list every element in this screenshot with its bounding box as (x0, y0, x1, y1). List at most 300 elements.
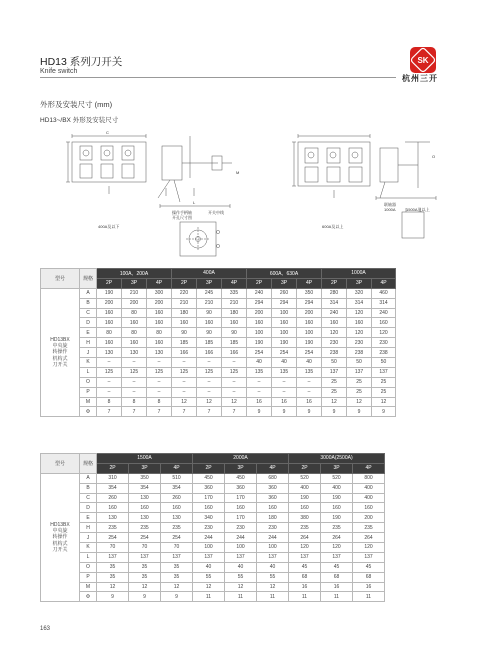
dimension-code: E (80, 328, 97, 338)
coupling-size-label-1: 1000A (384, 207, 396, 212)
dimension-drawings (40, 128, 440, 263)
table-row (41, 523, 385, 533)
dimension-value: 12 (129, 582, 161, 592)
dimension-value: 160 (372, 318, 396, 328)
model-line: 转操作 (52, 534, 68, 541)
dimension-value: 235 (97, 523, 129, 533)
dimension-value: 160 (197, 318, 222, 328)
dimension-value: 280 (322, 288, 347, 298)
dimension-value: – (247, 387, 272, 397)
dimension-value: 137 (161, 552, 193, 562)
dimension-value: 180 (257, 513, 289, 523)
model-line: 机构式 (52, 355, 68, 362)
table2-group-header: 2000A (193, 454, 289, 464)
dimension-value: 160 (257, 503, 289, 513)
dimension-value: 80 (122, 308, 147, 318)
dimension-value: 160 (222, 318, 247, 328)
dimension-value: 210 (222, 298, 247, 308)
model-line: HD13BX (50, 521, 70, 528)
dimension-value: 7 (147, 407, 172, 417)
dimension-code: D (80, 318, 97, 328)
left-drawing-caption: 400A及以下 (98, 224, 120, 229)
dimension-value: 200 (97, 298, 122, 308)
dimension-value: 45 (289, 562, 321, 572)
dimension-value: 238 (372, 348, 396, 358)
dimension-value: 9 (272, 407, 297, 417)
dimension-value: 100 (297, 328, 322, 338)
dim-label-m: M (236, 170, 240, 175)
dimension-value: 50 (347, 358, 372, 368)
dimension-value: 240 (322, 308, 347, 318)
cutout-label: 开孔尺寸图 (172, 215, 192, 220)
dimension-value: 230 (322, 338, 347, 348)
dimension-value: 264 (321, 533, 353, 543)
dimension-value: 170 (225, 513, 257, 523)
dimension-value: 200 (247, 308, 272, 318)
dimension-value: 230 (225, 523, 257, 533)
dimension-value: 120 (353, 543, 385, 553)
dimension-value: 360 (257, 483, 289, 493)
dimension-value: 314 (347, 298, 372, 308)
sk-logo-icon (410, 47, 436, 73)
dimension-value: 245 (197, 288, 222, 298)
dimension-code: B (80, 298, 97, 308)
dimension-value: 25 (322, 387, 347, 397)
dimension-code: J (80, 348, 97, 358)
dimension-value: 12 (347, 397, 372, 407)
brand-name: 杭州三开 (402, 74, 438, 83)
dimension-value: 130 (97, 348, 122, 358)
table2-pole-header: 2P (289, 463, 321, 473)
dimension-value: – (222, 377, 247, 387)
dimension-value: 9 (297, 407, 322, 417)
table-row (41, 298, 396, 308)
table-row (41, 308, 396, 318)
table-row (41, 473, 385, 483)
dimension-value: 12 (322, 397, 347, 407)
dimension-value: 400 (289, 483, 321, 493)
table1-pole-header: 4P (372, 278, 396, 288)
dimension-value: 166 (172, 348, 197, 358)
dimension-value: – (147, 387, 172, 397)
table-row (41, 572, 385, 582)
dimension-value: 294 (297, 298, 322, 308)
dimension-value: 354 (97, 483, 129, 493)
table2-pole-header: 2P (193, 463, 225, 473)
model-line: 中央旋 (52, 528, 68, 535)
dimension-code: M (80, 397, 97, 407)
dimension-value: 135 (247, 367, 272, 377)
dimension-code: L (80, 367, 97, 377)
dimension-value: 400 (353, 493, 385, 503)
dimension-value: 360 (225, 483, 257, 493)
dimension-value: 12 (193, 582, 225, 592)
dimension-value: 160 (353, 503, 385, 513)
table2-pole-header: 3P (225, 463, 257, 473)
dimension-value: 190 (297, 338, 322, 348)
dimension-code: H (80, 338, 97, 348)
svg-text:SK: SK (417, 56, 429, 65)
dimension-value: 70 (161, 543, 193, 553)
dimension-value: 137 (97, 552, 129, 562)
dimension-value: 125 (222, 367, 247, 377)
dimension-value: 35 (97, 572, 129, 582)
dimension-value: 40 (225, 562, 257, 572)
table-row (41, 503, 385, 513)
table1-pole-header: 2P (172, 278, 197, 288)
dimension-value: – (247, 377, 272, 387)
dimension-value: 400 (321, 483, 353, 493)
dimension-value: 520 (321, 473, 353, 483)
dimension-value: 12 (97, 582, 129, 592)
dimension-code: E (80, 513, 97, 523)
dimension-value: 680 (257, 473, 289, 483)
dimension-value: – (272, 387, 297, 397)
dimension-value: – (222, 358, 247, 368)
table-row (41, 328, 396, 338)
dimension-value: 160 (97, 503, 129, 513)
dimension-value: 12 (222, 397, 247, 407)
dimension-value: 235 (129, 523, 161, 533)
dimension-value: 9 (129, 592, 161, 602)
table-row (41, 288, 396, 298)
dimension-code: B (80, 483, 97, 493)
dimension-value: 25 (372, 387, 396, 397)
dimension-value: 360 (193, 483, 225, 493)
dimension-value: 235 (289, 523, 321, 533)
dimension-value: 135 (297, 367, 322, 377)
table1-group-header: 1000A (322, 269, 396, 279)
dimension-value: 340 (193, 513, 225, 523)
model-line: 刀开关 (52, 546, 68, 553)
dimension-value: 244 (193, 533, 225, 543)
dimension-value: 160 (147, 308, 172, 318)
dimension-value: 190 (289, 493, 321, 503)
dimension-value: 50 (322, 358, 347, 368)
dimension-value: 130 (129, 493, 161, 503)
dimension-value: 68 (353, 572, 385, 582)
dimension-value: 264 (289, 533, 321, 543)
dimension-value: 160 (147, 338, 172, 348)
page-number: 163 (40, 626, 51, 632)
dimension-table-2 (40, 453, 385, 602)
dimension-value: 300 (147, 288, 172, 298)
dimension-value: 7 (172, 407, 197, 417)
dimension-value: 238 (347, 348, 372, 358)
dimension-value: 160 (297, 318, 322, 328)
table-row (41, 483, 385, 493)
dimension-value: 350 (297, 288, 322, 298)
dimension-value: 800 (353, 473, 385, 483)
dimension-value: 160 (347, 318, 372, 328)
dimension-value: 166 (197, 348, 222, 358)
dimension-value: 120 (321, 543, 353, 553)
dimension-value: 100 (247, 328, 272, 338)
dimension-value: 8 (122, 397, 147, 407)
table2-pole-header: 4P (353, 463, 385, 473)
table1-pole-header: 4P (297, 278, 322, 288)
dimension-value: 16 (272, 397, 297, 407)
dimension-value: 160 (129, 503, 161, 513)
dimension-value: 180 (222, 308, 247, 318)
dimension-value: 137 (257, 552, 289, 562)
dimension-value: 130 (147, 348, 172, 358)
dimension-code: O (80, 562, 97, 572)
dimension-value: 80 (97, 328, 122, 338)
dimension-value: 7 (97, 407, 122, 417)
dimension-value: – (122, 387, 147, 397)
dimension-code: C (80, 308, 97, 318)
dimension-value: 100 (272, 328, 297, 338)
dimension-value: 510 (161, 473, 193, 483)
table1-header-spec: 规格 (80, 269, 97, 289)
dimension-value: 185 (197, 338, 222, 348)
dimension-value: – (172, 377, 197, 387)
dimension-value: 137 (225, 552, 257, 562)
dimension-value: 190 (321, 493, 353, 503)
table1-pole-header: 4P (222, 278, 247, 288)
dimension-value: 90 (222, 328, 247, 338)
dimension-value: 40 (247, 358, 272, 368)
dimension-value: 12 (372, 397, 396, 407)
dimension-value: 135 (272, 367, 297, 377)
model-line: 转操作 (52, 349, 68, 356)
dim-label-o: O (432, 154, 436, 159)
dimension-code: P (80, 572, 97, 582)
table-row (41, 397, 396, 407)
dimension-value: 235 (321, 523, 353, 533)
dimension-value: 160 (172, 318, 197, 328)
dimension-value: – (122, 377, 147, 387)
dimension-value: 200 (353, 513, 385, 523)
dimension-value: 350 (129, 473, 161, 483)
dimension-value: 160 (147, 318, 172, 328)
dimension-value: 45 (353, 562, 385, 572)
dimension-value: 55 (225, 572, 257, 582)
table1-pole-header: 2P (97, 278, 122, 288)
model-line: 中央旋 (52, 343, 68, 350)
table2-group-header: 1500A (97, 454, 193, 464)
table2-pole-header: 3P (321, 463, 353, 473)
dimension-value: 320 (347, 288, 372, 298)
dimension-value: 90 (197, 328, 222, 338)
table1-model-cell (41, 288, 80, 417)
dimension-value: 160 (321, 503, 353, 513)
dimension-value: 16 (247, 397, 272, 407)
dimension-value: 90 (172, 328, 197, 338)
dimension-value: 160 (161, 503, 193, 513)
table2-group-header: 3000A(2500A) (289, 454, 385, 464)
dimension-value: 254 (297, 348, 322, 358)
dim-label-l: L (193, 200, 196, 205)
dimension-value: 40 (257, 562, 289, 572)
dimension-value: 25 (347, 387, 372, 397)
dimension-value: 244 (225, 533, 257, 543)
dimension-value: 160 (289, 503, 321, 513)
dimension-value: 254 (129, 533, 161, 543)
dimension-value: 260 (97, 493, 129, 503)
dimension-value: 335 (222, 288, 247, 298)
dimension-value: 9 (322, 407, 347, 417)
dimension-value: 160 (322, 318, 347, 328)
dimension-value: 130 (129, 513, 161, 523)
dimension-value: 244 (257, 533, 289, 543)
table-row (41, 533, 385, 543)
dimension-value: 80 (147, 328, 172, 338)
dimension-value: 9 (347, 407, 372, 417)
dimension-value: 8 (147, 397, 172, 407)
dimension-value: 55 (193, 572, 225, 582)
dimension-value: 35 (97, 562, 129, 572)
dimension-code: Φ (80, 407, 97, 417)
dimension-value: 137 (321, 552, 353, 562)
dimension-value: 9 (161, 592, 193, 602)
dimension-value: 260 (272, 288, 297, 298)
table-row (41, 513, 385, 523)
table2-pole-header: 4P (161, 463, 193, 473)
dimension-value: 90 (197, 308, 222, 318)
dimension-value: 235 (353, 523, 385, 533)
dimension-value: 120 (372, 328, 396, 338)
dimension-value: – (272, 377, 297, 387)
dimension-code: C (80, 493, 97, 503)
dimension-value: 260 (161, 493, 193, 503)
dimension-value: 137 (347, 367, 372, 377)
dimension-value: 190 (247, 338, 272, 348)
dimension-value: 400 (353, 483, 385, 493)
dimension-value: 160 (122, 338, 147, 348)
dimension-value: 16 (321, 582, 353, 592)
dimension-value: 100 (193, 543, 225, 553)
dimension-code: H (80, 523, 97, 533)
dimension-value: – (147, 377, 172, 387)
table-row (41, 318, 396, 328)
table1-pole-header: 3P (347, 278, 372, 288)
table-row (41, 543, 385, 553)
dimension-value: 450 (193, 473, 225, 483)
page-subtitle: Knife switch (40, 68, 78, 75)
dimension-value: 185 (172, 338, 197, 348)
dimension-code: K (80, 543, 97, 553)
dimension-value: 125 (97, 367, 122, 377)
header-divider (40, 77, 396, 78)
dimension-value: 120 (322, 328, 347, 338)
dimension-value: 40 (193, 562, 225, 572)
table1-header-model: 型号 (41, 269, 80, 289)
dimension-value: 235 (161, 523, 193, 533)
handle-axis-label: 操作手柄轴 (172, 210, 192, 215)
brand-logo (410, 47, 436, 73)
table1-pole-header: 3P (272, 278, 297, 288)
dimension-value: 185 (222, 338, 247, 348)
dimension-value: 16 (289, 582, 321, 592)
dimension-value: 254 (272, 348, 297, 358)
dimension-value: 460 (372, 288, 396, 298)
dimension-code: D (80, 503, 97, 513)
dimension-value: 380 (289, 513, 321, 523)
dimension-value: 11 (289, 592, 321, 602)
table1-pole-header: 4P (147, 278, 172, 288)
dimension-value: 160 (122, 318, 147, 328)
table1-group-header: 100A、200A (97, 269, 172, 279)
dimension-value: 35 (129, 562, 161, 572)
dimension-value: 238 (322, 348, 347, 358)
dimension-value: 11 (321, 592, 353, 602)
dimension-value: 354 (129, 483, 161, 493)
dimension-value: – (97, 358, 122, 368)
model-line: 刀开关 (52, 361, 68, 368)
dimension-value: 9 (247, 407, 272, 417)
dimension-value: 230 (347, 338, 372, 348)
dimension-value: 450 (225, 473, 257, 483)
dimension-value: 166 (222, 348, 247, 358)
dimension-value: 7 (222, 407, 247, 417)
dimension-value: 120 (347, 328, 372, 338)
dimension-value: 125 (147, 367, 172, 377)
centerline-label: 开关中线 (208, 210, 224, 215)
dimension-value: 254 (97, 533, 129, 543)
section-subheading: HD13~/BX 外形及安装尺寸 (40, 117, 119, 124)
dimension-value: 294 (247, 298, 272, 308)
table-row (41, 348, 396, 358)
table-row (41, 387, 396, 397)
dimension-value: 100 (257, 543, 289, 553)
dimension-value: 170 (193, 493, 225, 503)
table-row (41, 493, 385, 503)
dimension-value: 11 (353, 592, 385, 602)
dimension-value: 68 (289, 572, 321, 582)
table1-group-header: 400A (172, 269, 247, 279)
dimension-value: 12 (225, 582, 257, 592)
dimension-value: – (297, 377, 322, 387)
dimension-value: 25 (347, 377, 372, 387)
dimension-value: 200 (122, 298, 147, 308)
dimension-value: 7 (122, 407, 147, 417)
model-line: HD13BX (50, 336, 70, 343)
section-heading: 外形及安装尺寸 (mm) (40, 100, 113, 109)
dimension-value: 45 (321, 562, 353, 572)
dimension-value: 160 (272, 318, 297, 328)
table-row (41, 592, 385, 602)
dimension-value: 9 (372, 407, 396, 417)
dimension-code: K (80, 358, 97, 368)
dimension-value: 137 (193, 552, 225, 562)
table-row (41, 552, 385, 562)
dimension-value: 120 (347, 308, 372, 318)
coupling-size-label-2: 1500A及以上 (406, 207, 430, 212)
dimension-value: – (97, 387, 122, 397)
page-title: HD13 系列刀开关 (40, 56, 123, 68)
dimension-value: 125 (172, 367, 197, 377)
dimension-value: 50 (372, 358, 396, 368)
dimension-value: 354 (161, 483, 193, 493)
coupling-label: 联轴器 (384, 202, 396, 207)
dimension-value: 70 (129, 543, 161, 553)
table2-header-model: 型号 (41, 454, 80, 474)
dimension-value: 125 (197, 367, 222, 377)
dimension-value: 9 (97, 592, 129, 602)
dimension-value: 12 (257, 582, 289, 592)
dimension-value: 520 (289, 473, 321, 483)
dimension-value: – (222, 387, 247, 397)
dimension-value: 294 (272, 298, 297, 308)
table2-pole-header: 4P (257, 463, 289, 473)
dimension-value: 125 (122, 367, 147, 377)
dimension-value: 120 (289, 543, 321, 553)
dimension-value: 230 (372, 338, 396, 348)
dimension-value: – (297, 387, 322, 397)
dimension-value: 200 (147, 298, 172, 308)
